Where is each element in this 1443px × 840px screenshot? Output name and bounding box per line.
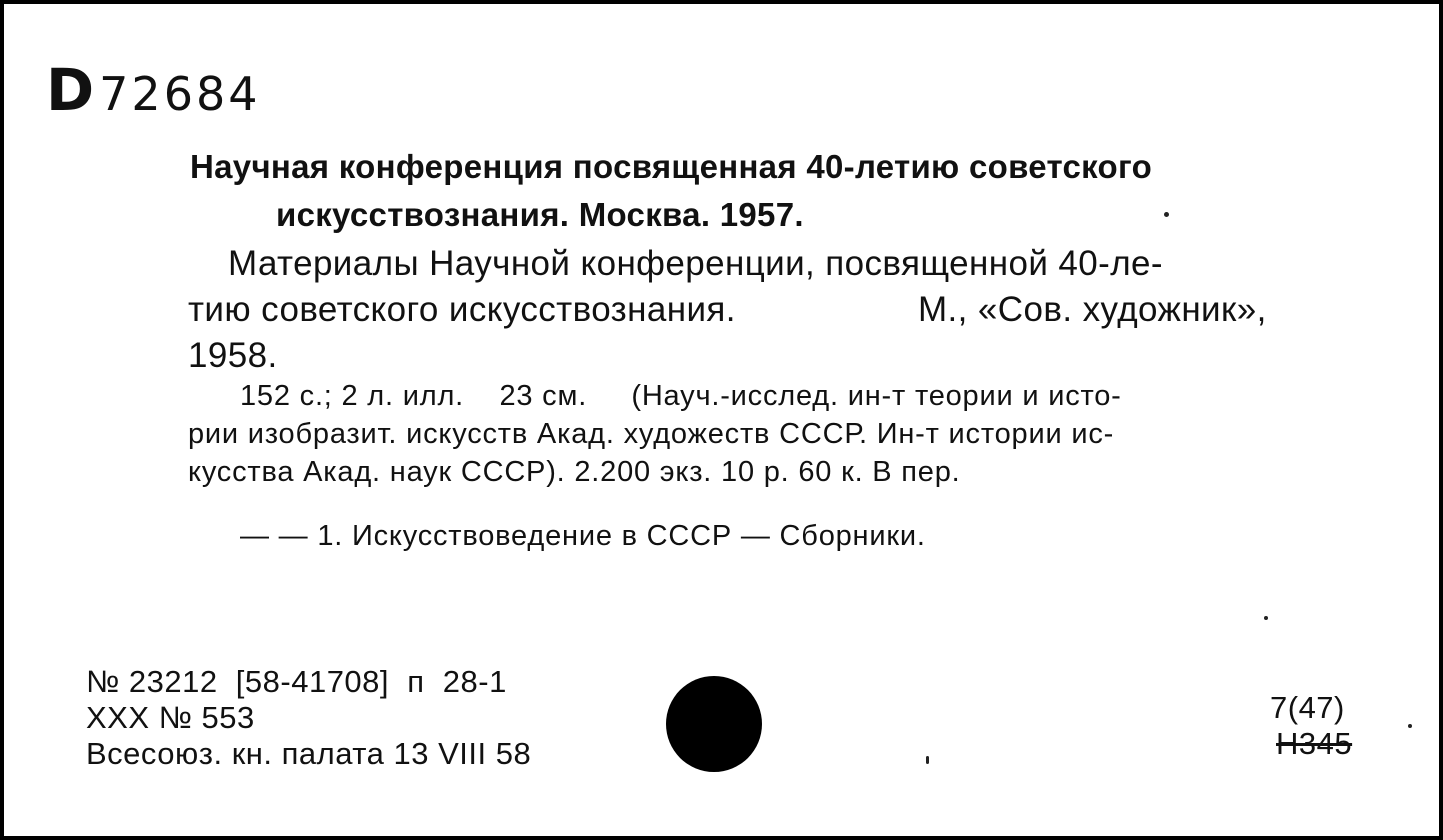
footer-line-2: ХХХ № 553 — [86, 700, 255, 735]
footer-line-1: № 23212 [58-41708] п 28-1 — [86, 664, 507, 699]
classification-code: 7(47) — [1270, 690, 1345, 725]
description-line-1: 152 с.; 2 л. илл. 23 см. (Науч.-исслед. ин-т теории и исто- — [240, 380, 1122, 412]
handwritten-number: 72684 — [99, 67, 261, 121]
heading-line-2: искусствознания. Москва. 1957. — [276, 196, 804, 233]
footer-line-3: Всесоюз. кн. палата 13 VIII 58 — [86, 736, 532, 771]
ink-speck — [1408, 724, 1412, 728]
title-line-2-right: М., «Сов. художник», — [918, 290, 1267, 329]
title-line-1: Материалы Научной конференции, посвященной 40-ле- — [228, 244, 1163, 283]
handwritten-prefix: D — [46, 56, 98, 124]
handwritten-accession-number — [46, 56, 261, 124]
ink-speck — [926, 756, 929, 764]
description-line-2: рии изобразит. искусств Акад. художеств СССР. Ин-т истории ис- — [188, 418, 1115, 450]
ink-speck — [1264, 616, 1268, 620]
heading-line-1: Научная конференция посвященная 40-летию советского — [190, 148, 1153, 185]
punch-hole — [666, 676, 762, 772]
description-line-3: кусства Акад. наук СССР). 2.200 экз. 10 р. 60 к. В пер. — [188, 456, 961, 488]
ink-speck — [1164, 212, 1169, 217]
subject-heading: — — 1. Искусствоведение в СССР — Сборники. — [240, 520, 926, 552]
title-line-3: 1958. — [188, 336, 278, 375]
title-line-2-left: тию советского искусствознания. — [188, 290, 736, 329]
shelf-code: Н345 — [1276, 726, 1353, 761]
